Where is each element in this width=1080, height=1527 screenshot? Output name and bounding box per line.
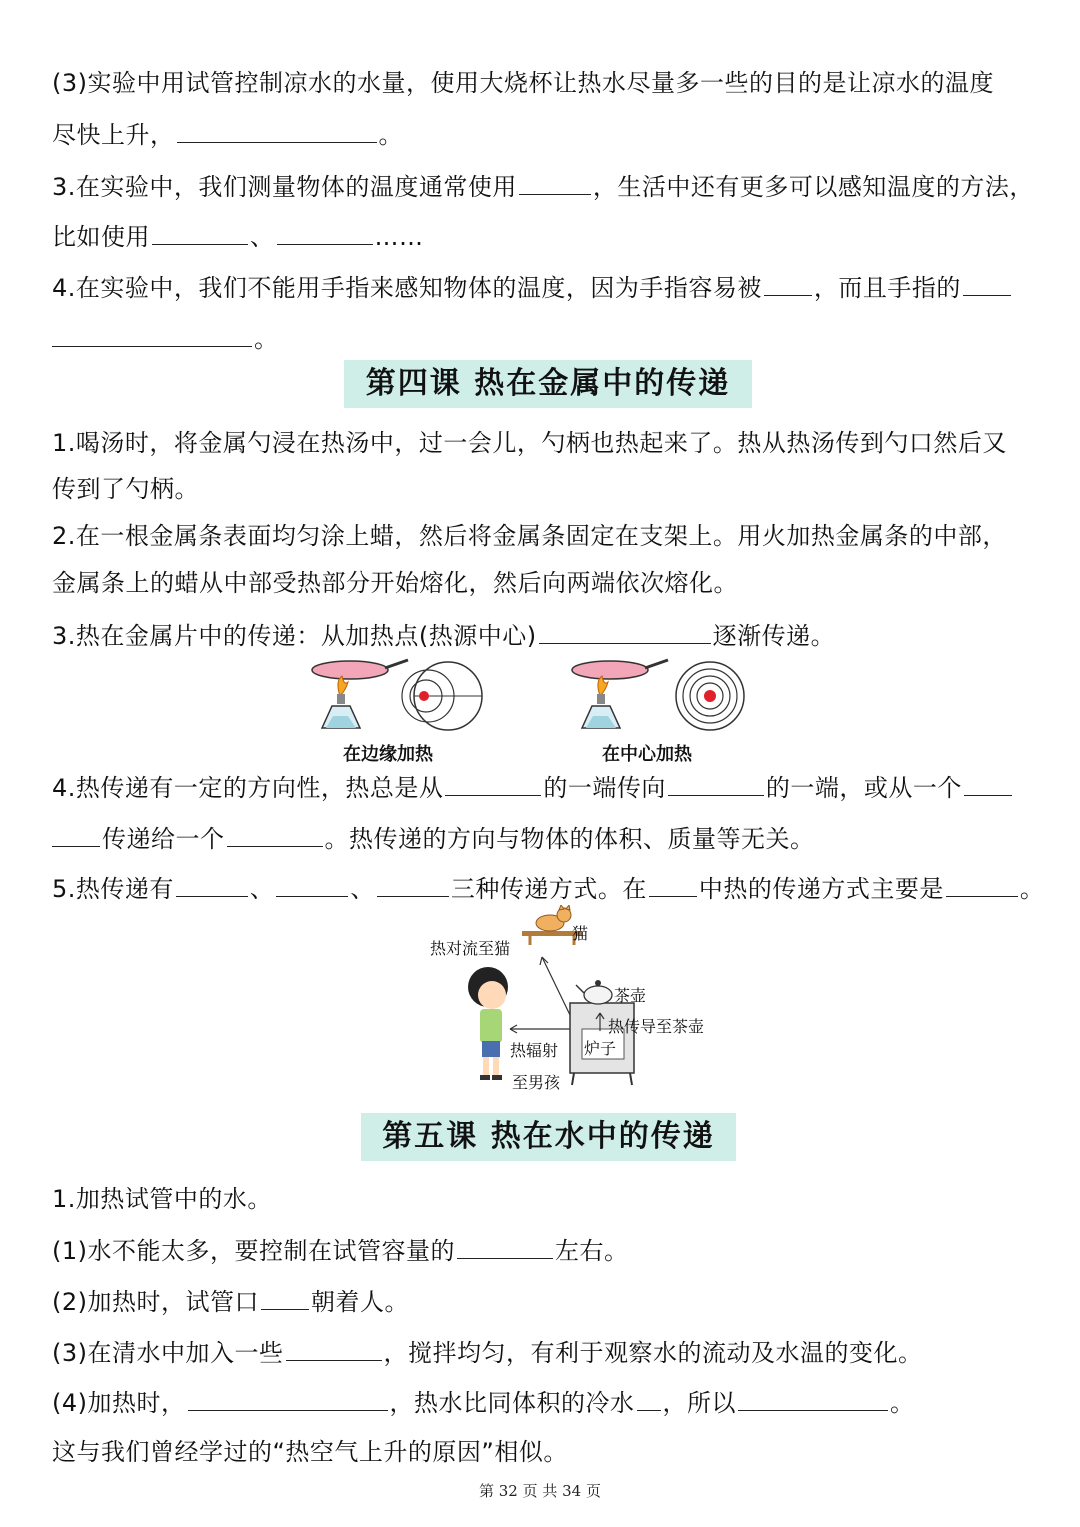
answer-blank[interactable] xyxy=(963,271,1011,296)
text-line: (2)加热时，试管口 朝着人。 xyxy=(52,1285,1030,1318)
metal-plate-heating-figure xyxy=(300,656,760,736)
answer-blank[interactable] xyxy=(764,271,812,296)
radiation-label-2: 至男孩 xyxy=(512,1073,561,1092)
answer-blank[interactable] xyxy=(519,170,591,195)
alcohol-lamp-right-icon xyxy=(572,660,668,728)
stove-label: 炉子 xyxy=(584,1039,617,1058)
text-line: 3.热在金属片中的传递：从加热点(热源中心) 逐渐传递。 xyxy=(52,619,1030,652)
text-line: (3)在清水中加入一些 ，搅拌均匀，有利于观察水的流动及水温的变化。 xyxy=(52,1336,1030,1369)
answer-blank[interactable] xyxy=(152,220,248,245)
concentric-plate-center-icon xyxy=(676,662,744,730)
teapot-label: 茶壶 xyxy=(614,986,647,1005)
page-number: 第 32 页 共 34 页 xyxy=(478,1482,601,1500)
convection-label: 热对流至猫 xyxy=(430,939,511,958)
text-line: 比如使用 、 …… xyxy=(52,220,1030,253)
text-line: 传到了勺柄。 xyxy=(52,475,199,503)
conduction-label: 热传导至茶壶 xyxy=(608,1017,705,1036)
answer-blank[interactable] xyxy=(276,872,348,897)
text-line: 。 xyxy=(52,322,1030,355)
answer-blank[interactable] xyxy=(637,1386,661,1411)
text-line: 这与我们曾经学过的“热空气上升的原因”相似。 xyxy=(52,1438,568,1466)
answer-blank[interactable] xyxy=(286,1336,382,1361)
answer-blank[interactable] xyxy=(445,771,541,796)
answer-blank[interactable] xyxy=(177,118,377,143)
answer-blank[interactable] xyxy=(946,872,1018,897)
lesson4-heading: 第四课 热在金属中的传递 xyxy=(344,360,752,408)
text-line: 传递给一个 。热传递的方向与物体的体积、质量等无关。 xyxy=(52,822,1030,855)
answer-blank[interactable] xyxy=(964,771,1012,796)
answer-blank[interactable] xyxy=(261,1285,309,1310)
answer-blank[interactable] xyxy=(227,822,323,847)
answer-blank[interactable] xyxy=(649,872,697,897)
answer-blank[interactable] xyxy=(52,322,252,347)
answer-blank[interactable] xyxy=(176,872,248,897)
text-line: (3)实验中用试管控制凉水的水量，使用大烧杯让热水尽量多一些的目的是让凉水的温度 xyxy=(52,69,994,97)
text-line: 3.在实验中，我们测量物体的温度通常使用 ，生活中还有更多可以感知温度的方法， xyxy=(52,170,1030,203)
text-line: 尽快上升， 。 xyxy=(52,118,1030,151)
concentric-plate-edge-icon xyxy=(402,662,482,730)
answer-blank[interactable] xyxy=(738,1386,888,1411)
text-line: (1)水不能太多，要控制在试管容量的 左右。 xyxy=(52,1234,1030,1267)
answer-blank[interactable] xyxy=(668,771,764,796)
answer-blank[interactable] xyxy=(539,619,711,644)
convection-arrow-icon xyxy=(542,957,570,1015)
radiation-label: 热辐射 xyxy=(510,1041,559,1060)
figure-label-edge: 在边缘加热 xyxy=(343,744,433,765)
text-line: 金属条上的蜡从中部受热部分开始熔化，然后向两端依次熔化。 xyxy=(52,569,738,597)
text-line: 5.热传递有 、 、 三种传递方式。在 中热的传递方式主要是 。 xyxy=(52,872,1030,905)
answer-blank[interactable] xyxy=(188,1386,388,1411)
cat-label: 猫 xyxy=(572,924,589,943)
text-line: 4.在实验中，我们不能用手指来感知物体的温度，因为手指容易被 ，而且手指的 xyxy=(52,271,1030,304)
text-line: 1.加热试管中的水。 xyxy=(52,1185,272,1213)
alcohol-lamp-left-icon xyxy=(312,660,408,728)
answer-blank[interactable] xyxy=(52,822,100,847)
boy-icon xyxy=(468,967,508,1080)
text-line: (4)加热时， ，热水比同体积的冷水 ，所以 。 xyxy=(52,1386,1030,1419)
lesson5-heading: 第五课 热在水中的传递 xyxy=(361,1113,736,1161)
text-line: 4.热传递有一定的方向性，热总是从 的一端传向 的一端，或从一个 xyxy=(52,771,1030,804)
figure-label-center: 在中心加热 xyxy=(602,744,692,765)
answer-blank[interactable] xyxy=(377,872,449,897)
answer-blank[interactable] xyxy=(277,220,373,245)
answer-blank[interactable] xyxy=(457,1234,553,1259)
text-line: 2.在一根金属条表面均匀涂上蜡，然后将金属条固定在支架上。用火加热金属条的中部， xyxy=(52,522,1007,550)
text-line: 1.喝汤时，将金属勺浸在热汤中，过一会儿，勺柄也热起来了。热从热汤传到勺口然后又 xyxy=(52,429,1007,457)
teapot-icon xyxy=(576,980,612,1004)
